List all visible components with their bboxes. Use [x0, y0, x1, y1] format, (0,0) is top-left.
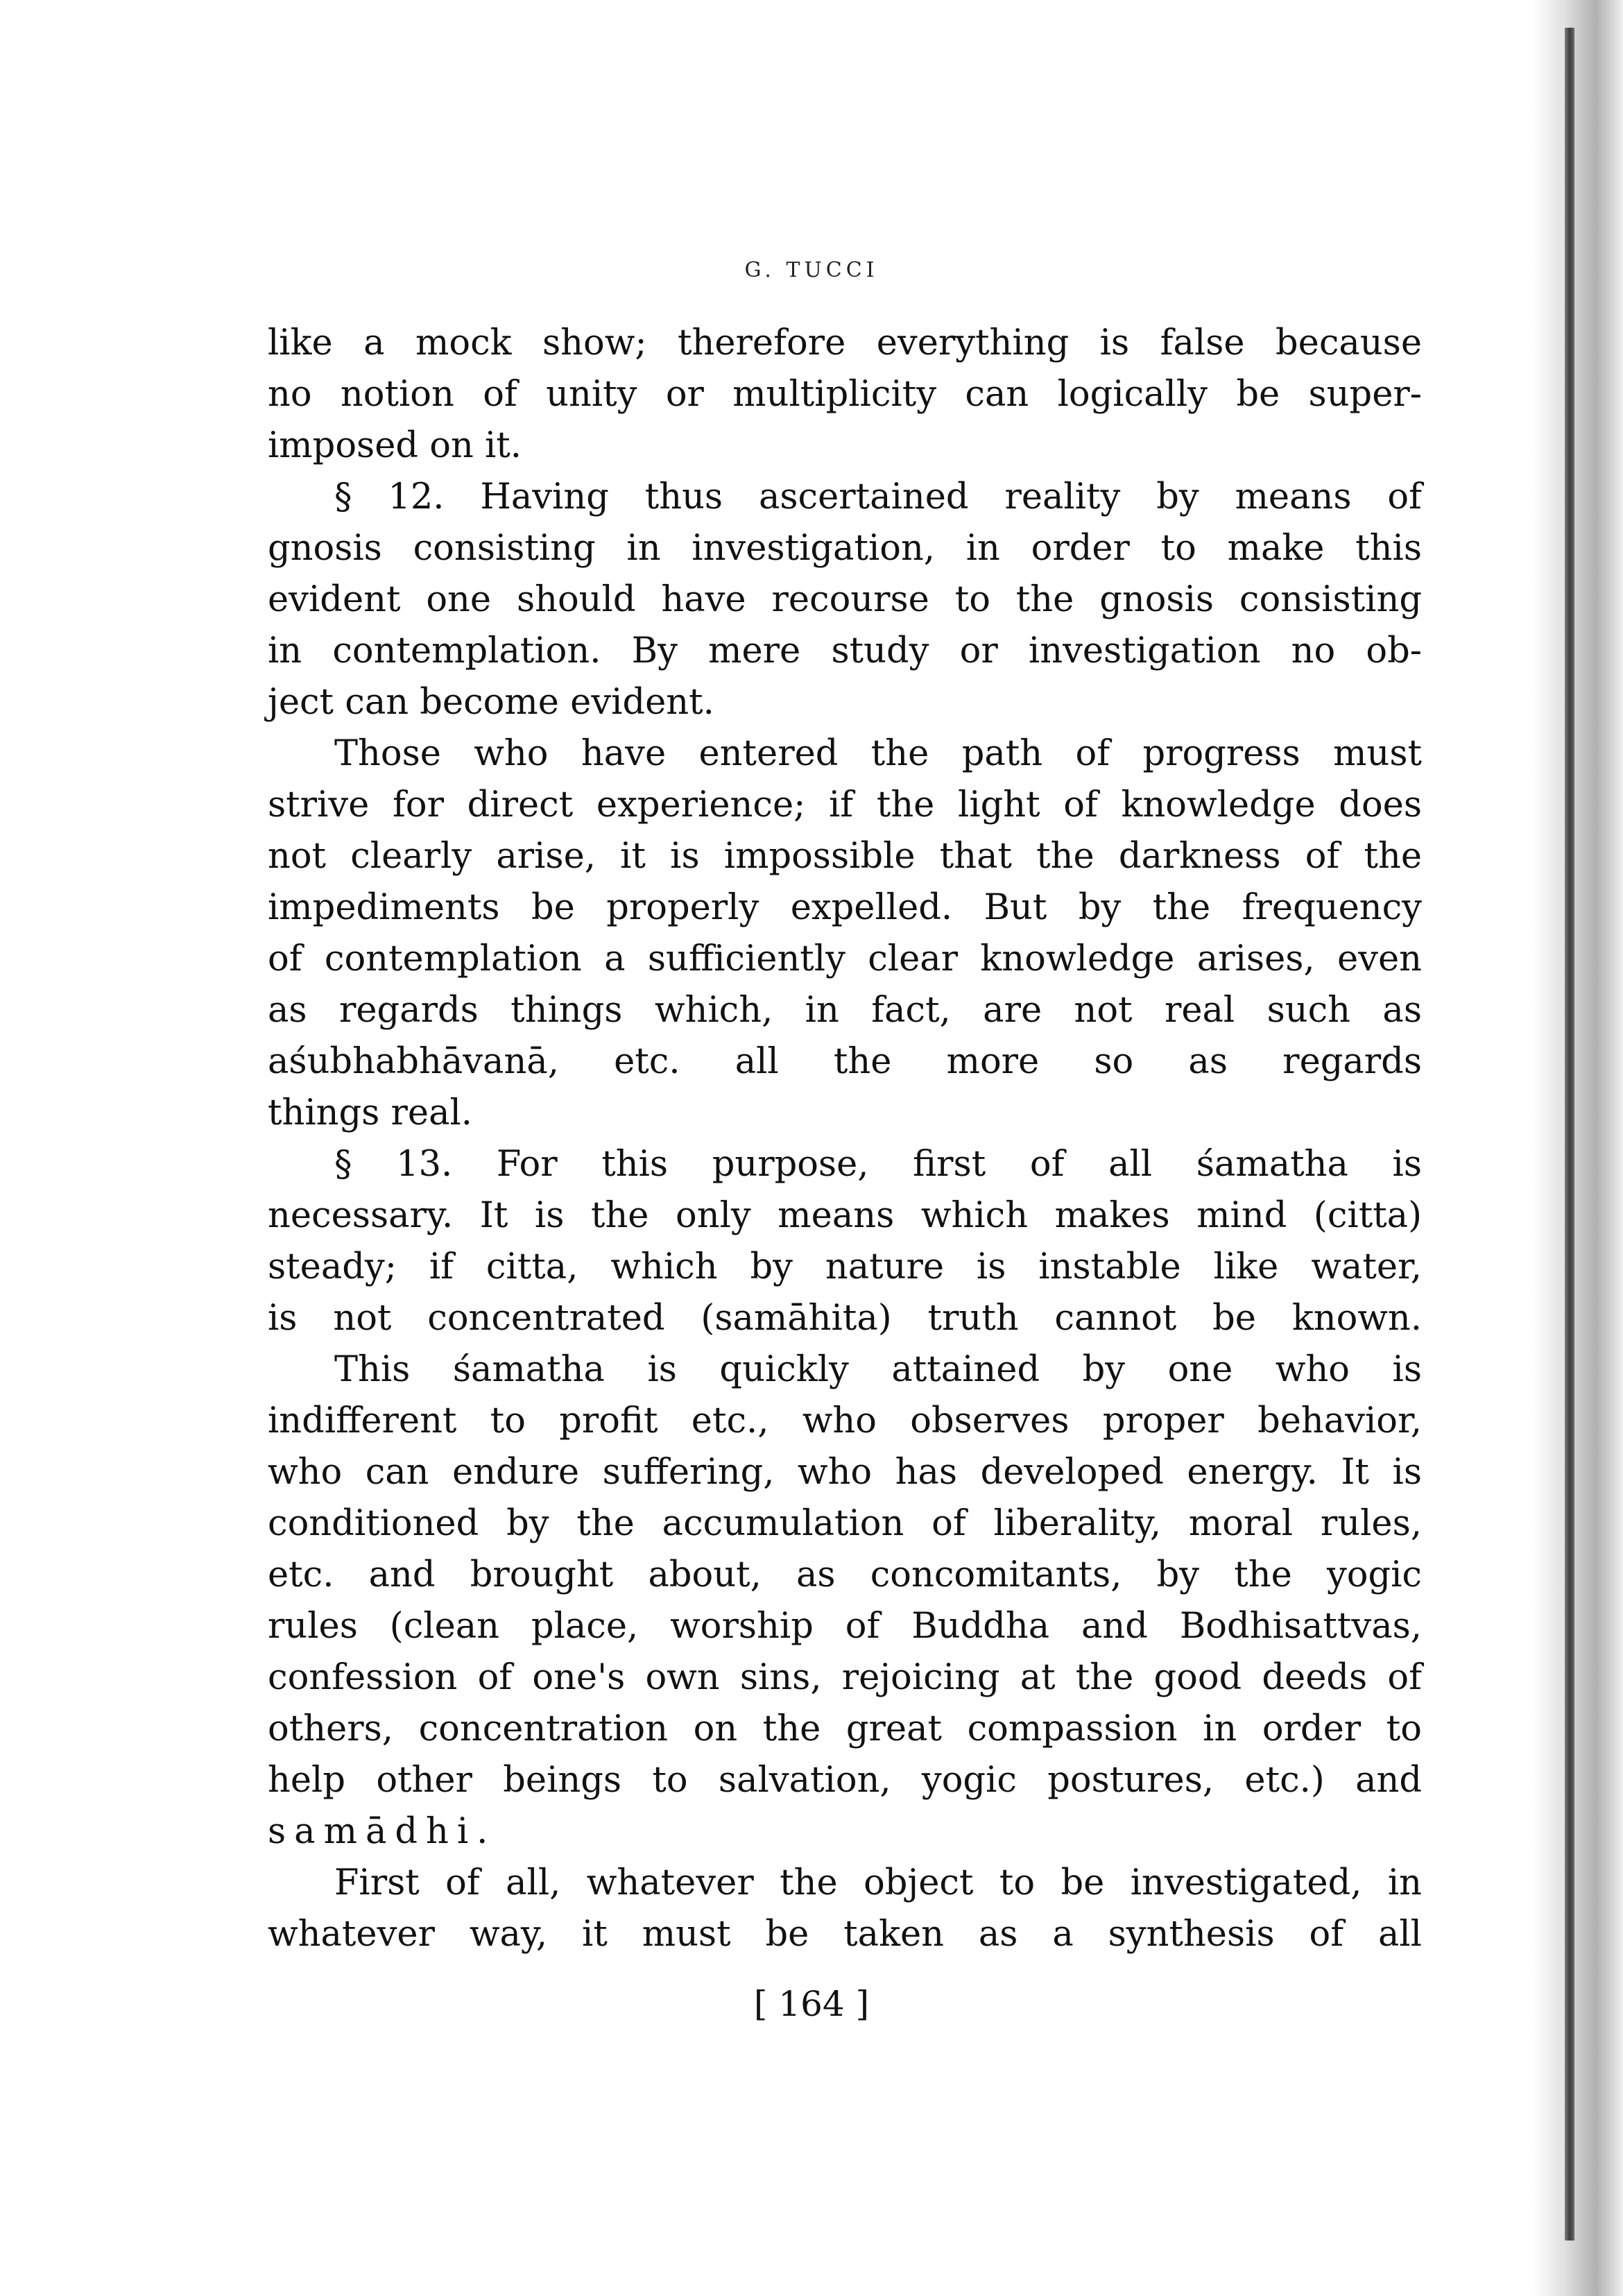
text-line: aśubhabhāvanā, etc. all the more so as regards — [268, 1041, 1422, 1082]
text-line: of contemplation a sufficiently clear knowledge arises, even — [268, 939, 1422, 979]
text-line: samādhi. — [268, 1811, 497, 1852]
text-line: ject can become evident. — [268, 682, 714, 723]
text-line: help other beings to salvation, yogic postures, etc.) and — [268, 1760, 1422, 1801]
text-line: steady; if citta, which by nature is instable like water, — [268, 1246, 1422, 1287]
text-line: as regards things which, in fact, are not real such as — [268, 990, 1422, 1031]
text-line: others, concentration on the great compassion in order to — [268, 1708, 1422, 1749]
body-text — [268, 318, 1422, 1960]
text-line: indifferent to profit etc., who observes proper behavior, — [268, 1400, 1422, 1441]
text-line: necessary. It is the only means which makes mind (citta) — [268, 1195, 1422, 1236]
text-line: First of all, whatever the object to be investigated, in — [334, 1862, 1422, 1903]
text-line: conditioned by the accumulation of liberality, moral rules, — [268, 1503, 1422, 1544]
text-line: evident one should have recourse to the gnosis consisting — [268, 579, 1422, 620]
text-line: who can endure suffering, who has developed energy. It is — [268, 1452, 1422, 1493]
text-line: things real. — [268, 1093, 473, 1133]
text-line: in contemplation. By mere study or investigation no ob- — [268, 631, 1422, 671]
text-line: etc. and brought about, as concomitants, by the yogic — [268, 1554, 1422, 1595]
text-line: like a mock show; therefore everything is false because — [268, 323, 1422, 363]
text-line: strive for direct experience; if the light of knowledge does — [268, 785, 1422, 825]
text-line: confession of one's own sins, rejoicing at the good deeds of — [268, 1657, 1422, 1698]
text-line: rules (clean place, worship of Buddha and Bodhisattvas, — [268, 1606, 1422, 1647]
text-line: This śamatha is quickly attained by one who is — [334, 1349, 1422, 1390]
text-line: imposed on it. — [268, 425, 522, 466]
page-edge — [1565, 28, 1574, 2241]
text-line: not clearly arise, it is impossible that the darkness of the — [268, 836, 1422, 877]
text-line: whatever way, it must be taken as a synthesis of all — [268, 1914, 1422, 1955]
text-line: § 12. Having thus ascertained reality by means of — [334, 477, 1422, 517]
text-line: impediments be properly expelled. But by the frequency — [268, 887, 1422, 928]
text-line: Those who have entered the path of progress must — [334, 733, 1422, 774]
running-head: G. TUCCI — [744, 258, 879, 282]
text-line: no notion of unity or multiplicity can logically be super- — [268, 374, 1422, 415]
text-line: is not concentrated (samāhita) truth cannot be known. — [268, 1298, 1422, 1339]
page-number: [ 164 ] — [753, 1984, 870, 2024]
text-line: § 13. For this purpose, first of all śamatha is — [334, 1144, 1422, 1185]
text-line: gnosis consisting in investigation, in order to make this — [268, 528, 1422, 569]
page-shadow — [1533, 0, 1623, 2296]
